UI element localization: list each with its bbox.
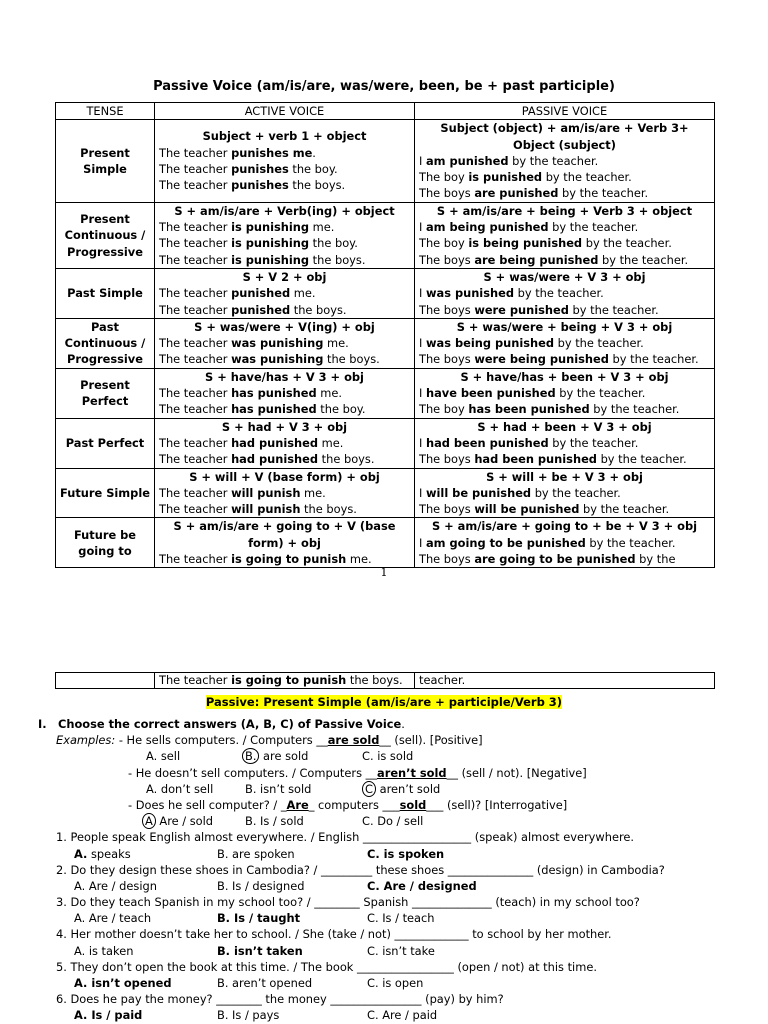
option-letter: A. (74, 846, 88, 861)
verb: punished (231, 302, 291, 317)
example-line (159, 435, 410, 451)
example-line (159, 235, 410, 251)
example-line (159, 302, 410, 318)
example-text: by the teacher. (585, 535, 676, 550)
formula: S + have/has + V 3 + obj (205, 369, 364, 384)
tense-cell: Past Continuous / Progressive (56, 318, 155, 368)
verb: had been punished (425, 435, 549, 450)
example-text: The boys (419, 502, 475, 517)
formula: S + am/is/are + going to + V (base form) + obj (173, 519, 396, 550)
verb: is punishing (231, 252, 310, 267)
verb: will be punished (474, 502, 580, 517)
active-cell (155, 202, 415, 268)
option-c: C. Are / designed (367, 878, 477, 893)
options-row (38, 813, 738, 829)
example-line (419, 252, 710, 268)
example-text: The teacher (159, 485, 232, 500)
verb: is punishing (231, 236, 310, 251)
active-cell (155, 268, 415, 318)
example-line (419, 551, 710, 567)
section-number: I. (38, 717, 47, 731)
example-text: the boys. (288, 178, 346, 193)
tense-cell: Past Perfect (56, 418, 155, 468)
question-text: 5. They don’t open the book at this time. / The book _________________ (open / not) at this time. (56, 959, 597, 974)
options-row (38, 975, 738, 991)
option-text: Are / sold (155, 814, 214, 829)
example-text: me. (309, 220, 335, 235)
option-c: C. is spoken (367, 846, 445, 861)
passive-cell: teacher. (415, 673, 715, 689)
example-text: The teacher (159, 145, 232, 160)
example-question (128, 765, 587, 781)
example-line (419, 185, 710, 201)
question-text: - He doesn’t sell computers. / Computers __ (128, 765, 378, 780)
example-text: The teacher (159, 220, 232, 235)
passive-cell (415, 268, 715, 318)
example-line (419, 302, 710, 318)
tense-cell (56, 673, 155, 689)
example-line (419, 351, 710, 367)
example-text: The boys (419, 186, 475, 201)
example-text: by the teacher. (579, 502, 670, 517)
verb: was punished (425, 286, 514, 301)
example-line (419, 153, 710, 169)
verb: punishes (231, 178, 289, 193)
example-line (419, 219, 710, 235)
answer-blank: are sold (327, 733, 380, 748)
passive-voice-table (55, 102, 715, 568)
example-line (159, 451, 410, 467)
verb: will punish (231, 485, 301, 500)
verb: punishes (231, 162, 289, 177)
tense-cell: Past Simple (56, 268, 155, 318)
active-cell (155, 318, 415, 368)
formula: Subject (object) + am/is/are + Verb 3+ Object (subject) (440, 121, 689, 152)
question-row (38, 862, 738, 878)
table-row (56, 318, 715, 368)
passive-cell (415, 120, 715, 202)
passive-cell (415, 468, 715, 518)
question-text: 3. Do they teach Spanish in my school too? / ________ Spanish ______________ (teach) in my school too? (56, 895, 640, 910)
verb: will punish (231, 502, 301, 517)
table-row (56, 418, 715, 468)
instruction (58, 716, 405, 732)
options-row (38, 878, 738, 894)
formula: S + had + been + V 3 + obj (477, 419, 652, 434)
formula: S + am/is/are + Verb(ing) + object (174, 203, 395, 218)
example-row (38, 797, 738, 813)
example-text: I (419, 153, 426, 168)
option-c: C. is open (367, 976, 424, 990)
example-text: The boy (419, 170, 469, 185)
example-text: me. (318, 435, 344, 450)
exercise-section (38, 716, 738, 1024)
verb: had punished (231, 452, 319, 467)
example-text: the boys. (318, 452, 375, 467)
document-title: Passive Voice (am/is/are, was/were, been, be + past participle) (153, 79, 615, 94)
table-row (56, 518, 715, 568)
example-text: by the teacher. (558, 186, 649, 201)
circled-answer: C (362, 781, 376, 797)
table-row (56, 268, 715, 318)
options-row (38, 1007, 738, 1023)
example-line (159, 285, 410, 301)
example-line (419, 435, 710, 451)
option-text: speaks (87, 846, 131, 861)
options-row (38, 781, 738, 797)
options-row (38, 910, 738, 926)
example-text: The teacher (159, 552, 232, 567)
option-c: C. Is / teach (367, 911, 435, 926)
example-text: I (419, 386, 426, 401)
example-line (419, 169, 710, 185)
example-text: the boys. (300, 502, 357, 517)
example-text: The boy (419, 402, 469, 417)
question-text: - Does he sell computer? / _ (128, 797, 287, 812)
tense-cell: Future Simple (56, 468, 155, 518)
verb: had punished (231, 435, 319, 450)
example-text: The teacher (159, 386, 232, 401)
instruction-end: . (401, 717, 405, 731)
example-line (159, 335, 410, 351)
header-active: ACTIVE VOICE (155, 103, 415, 120)
question-text: ___ (sell)? [Interrogative] (426, 797, 568, 812)
formula: S + was/were + being + V 3 + obj (456, 319, 673, 334)
option-c (362, 781, 440, 797)
question-text: - He sells computers. / Computers __ (115, 733, 328, 748)
example-text: by the teacher. (548, 435, 639, 450)
verb: has been punished (468, 402, 590, 417)
example-text: The teacher (159, 502, 232, 517)
option-text: are sold (259, 749, 309, 764)
page-number: 1 (380, 566, 388, 579)
answer-blank: sold (399, 797, 427, 812)
verb: is punished (468, 170, 543, 185)
table-row (56, 202, 715, 268)
active-cell (155, 673, 415, 689)
passive-cell (415, 318, 715, 368)
example-text: the boy. (288, 162, 338, 177)
verb: was punishing (231, 336, 324, 351)
example-line (419, 335, 710, 351)
example-text: by the teacher. (589, 402, 680, 417)
example-text: by the teacher. (598, 252, 689, 267)
example-text: I (419, 286, 426, 301)
verb: am punished (425, 153, 509, 168)
example-line (159, 219, 410, 235)
table-row (56, 368, 715, 418)
example-text: The teacher (159, 162, 232, 177)
verb: punished (231, 286, 291, 301)
examples-label: Examples: (56, 733, 116, 748)
option-b: B. Is / sold (245, 814, 304, 829)
example-text: The teacher (159, 402, 232, 417)
question-row (38, 959, 738, 975)
passive-cell (415, 518, 715, 568)
example-text: The teacher (159, 178, 232, 193)
example-line (419, 401, 710, 417)
verb: am going to be punished (425, 535, 586, 550)
example-text: the boys. (323, 352, 380, 367)
example-line (159, 501, 410, 517)
verb: punishes me (231, 145, 313, 160)
header-tense: TENSE (56, 103, 155, 120)
example-line (159, 485, 410, 501)
option-a: A. isn’t opened (74, 976, 172, 990)
example-line (419, 451, 710, 467)
example-text: by the (635, 552, 676, 567)
verb: is being punished (468, 236, 583, 251)
option-c: C. Do / sell (362, 814, 424, 829)
example-text: The boys (419, 352, 475, 367)
option-text: aren’t sold (375, 781, 441, 796)
example-text: by the teacher. (568, 302, 659, 317)
verb: is going to punish (231, 552, 347, 567)
verb: are going to be punished (474, 552, 636, 567)
verb: were being punished (474, 352, 609, 367)
example-text: the boys. (309, 252, 366, 267)
example-text: by the teacher. (542, 170, 632, 185)
example-text: The boys (419, 452, 475, 467)
formula: S + am/is/are + going to + be + V 3 + obj (431, 519, 698, 534)
question-row (38, 829, 738, 845)
verb: has punished (231, 402, 317, 417)
tense-cell: Present Simple (56, 120, 155, 202)
table-row (56, 120, 715, 202)
question-row (38, 894, 738, 910)
example-text: I (419, 535, 426, 550)
verb: was being punished (425, 336, 554, 351)
option-b: B. Is / taught (217, 911, 301, 926)
formula: S + have/has + been + V 3 + obj (460, 369, 669, 384)
example-question (128, 797, 567, 813)
question-text: __ (sell / not). [Negative] (446, 765, 587, 780)
header-passive: PASSIVE VOICE (415, 103, 715, 120)
question-text: 6. Does he pay the money? ________ the money ________________ (pay) by him? (56, 992, 504, 1007)
option-b: B. isn’t taken (217, 943, 303, 958)
passive-cell (415, 202, 715, 268)
formula: S + V 2 + obj (242, 269, 327, 284)
options-row (38, 943, 738, 959)
question-text: 1. People speak English almost everywhere. / English ___________________ (speak) almost everywhere. (56, 830, 635, 845)
example-text: by the teacher. (596, 452, 687, 467)
circled-answer: B. (242, 748, 259, 764)
formula: S + will + be + V 3 + obj (486, 469, 643, 484)
verb: am being punished (425, 220, 549, 235)
example-text: The boy (419, 236, 469, 251)
example-text: The teacher (159, 286, 232, 301)
circled-answer: A (142, 813, 156, 829)
options-row (38, 748, 738, 764)
example-text: by the teacher. (554, 336, 644, 351)
verb: were punished (474, 302, 569, 317)
verb: have been punished (425, 386, 556, 401)
table-row (56, 468, 715, 518)
example-text: the boys. (346, 673, 403, 687)
option-b (242, 748, 308, 764)
example-text: me. (323, 336, 349, 351)
passive-cell (415, 368, 715, 418)
example-row (38, 765, 738, 781)
option-c: C. Are / paid (367, 1008, 438, 1023)
example-line (419, 285, 710, 301)
example-text: the boy. (316, 402, 366, 417)
active-cell (155, 468, 415, 518)
instruction-row (38, 716, 738, 732)
verb: are being punished (474, 252, 599, 267)
table-continuation (55, 672, 715, 689)
active-cell (155, 418, 415, 468)
example-text: The teacher (159, 352, 232, 367)
example-line (419, 235, 710, 251)
question-row (38, 926, 738, 942)
table-header-row (56, 103, 715, 120)
example-question (56, 732, 483, 748)
example-text: The teacher (159, 452, 232, 467)
example-text: I (419, 220, 426, 235)
formula: S + had + V 3 + obj (221, 419, 348, 434)
formula: S + am/is/are + being + Verb 3 + object (436, 203, 693, 218)
highlighted-heading: Passive: Present Simple (am/is/are + participle/Verb 3) (205, 695, 563, 709)
option-b: B. Is / designed (217, 878, 305, 893)
section-heading (0, 695, 768, 709)
example-text: by the teacher. (548, 220, 639, 235)
formula: S + was/were + V 3 + obj (483, 269, 646, 284)
formula: S + was/were + V(ing) + obj (194, 319, 375, 334)
verb: is punishing (231, 220, 310, 235)
example-text: by the teacher. (608, 352, 699, 367)
example-line (159, 401, 410, 417)
example-line (419, 535, 710, 551)
verb: had been punished (474, 452, 597, 467)
option-a (74, 846, 131, 862)
example-line (419, 501, 710, 517)
question-text: __ (sell). [Positive] (379, 733, 483, 748)
option-c: C. is sold (362, 749, 414, 764)
option-a (142, 813, 213, 829)
option-b: B. Is / pays (217, 1008, 280, 1023)
example-text: The teacher (159, 236, 232, 251)
verb: was punishing (231, 352, 324, 367)
example-row (38, 732, 738, 748)
example-text: I (419, 435, 426, 450)
option-a: A. Are / design (74, 878, 157, 893)
question-text: 4. Her mother doesn’t take her to school. / She (take / not) _____________ to school by her mother. (56, 927, 612, 942)
option-a: A. Is / paid (74, 1008, 143, 1023)
example-text: The boys (419, 302, 475, 317)
example-line (159, 252, 410, 268)
example-text: The boys (419, 252, 475, 267)
formula: S + will + V (base form) + obj (189, 469, 380, 484)
example-text: The teacher (159, 252, 232, 267)
example-text: the boys. (290, 302, 347, 317)
question-text: 2. Do they design these shoes in Cambodia? / _________ these shoes _______________ (design) in Cambodia? (56, 862, 665, 877)
answer-blank: Are (286, 797, 309, 812)
option-c: C. isn’t take (367, 943, 435, 958)
example-line (159, 161, 410, 177)
example-text: me. (316, 386, 343, 401)
instruction-text: Choose the correct answers (A, B, C) of Passive Voice (58, 717, 402, 731)
answer-blank: aren’t sold (377, 765, 447, 780)
question-row (38, 991, 738, 1007)
option-b: B. isn’t sold (245, 781, 312, 796)
example-line (419, 385, 710, 401)
example-text: by the teacher. (531, 485, 621, 500)
option-a: A. is taken (74, 943, 134, 958)
example-text: The teacher (159, 336, 232, 351)
example-text: by the teacher. (513, 286, 604, 301)
verb: is going to punish (231, 673, 347, 687)
example-line (159, 351, 410, 367)
tense-cell: Present Perfect (56, 368, 155, 418)
example-text: I (419, 336, 426, 351)
option-a: A. don’t sell (146, 781, 214, 796)
verb: will be punished (425, 485, 532, 500)
example-text: me. (290, 286, 316, 301)
example-text: me. (346, 552, 372, 567)
example-text: The teacher (159, 302, 232, 317)
option-b: B. are spoken (217, 846, 295, 861)
active-cell (155, 120, 415, 202)
verb: has punished (231, 386, 317, 401)
formula: Subject + verb 1 + object (202, 129, 367, 144)
option-a: A. Are / teach (74, 911, 152, 926)
option-a: A. sell (146, 749, 181, 764)
verb: are punished (474, 186, 559, 201)
example-text: by the teacher. (555, 386, 646, 401)
table-row (56, 673, 715, 689)
example-text: by the teacher. (508, 153, 599, 168)
example-text: The teacher (159, 435, 232, 450)
example-text: I (419, 485, 426, 500)
example-line (419, 485, 710, 501)
example-text: The teacher (159, 673, 232, 687)
example-text: me. (300, 485, 326, 500)
example-text: . (312, 145, 316, 160)
tense-cell: Present Continuous / Progressive (56, 202, 155, 268)
options-row (38, 846, 738, 862)
example-line (159, 551, 410, 567)
example-line (159, 385, 410, 401)
example-line (159, 145, 410, 161)
passive-cell (415, 418, 715, 468)
example-text: the boy. (309, 236, 358, 251)
question-text: _ computers ___ (308, 797, 400, 812)
active-cell (155, 518, 415, 568)
example-line (159, 177, 410, 193)
example-text: The boys (419, 552, 475, 567)
active-cell (155, 368, 415, 418)
option-b: B. aren’t opened (217, 976, 313, 990)
tense-cell: Future be going to (56, 518, 155, 568)
example-text: by the teacher. (582, 236, 672, 251)
